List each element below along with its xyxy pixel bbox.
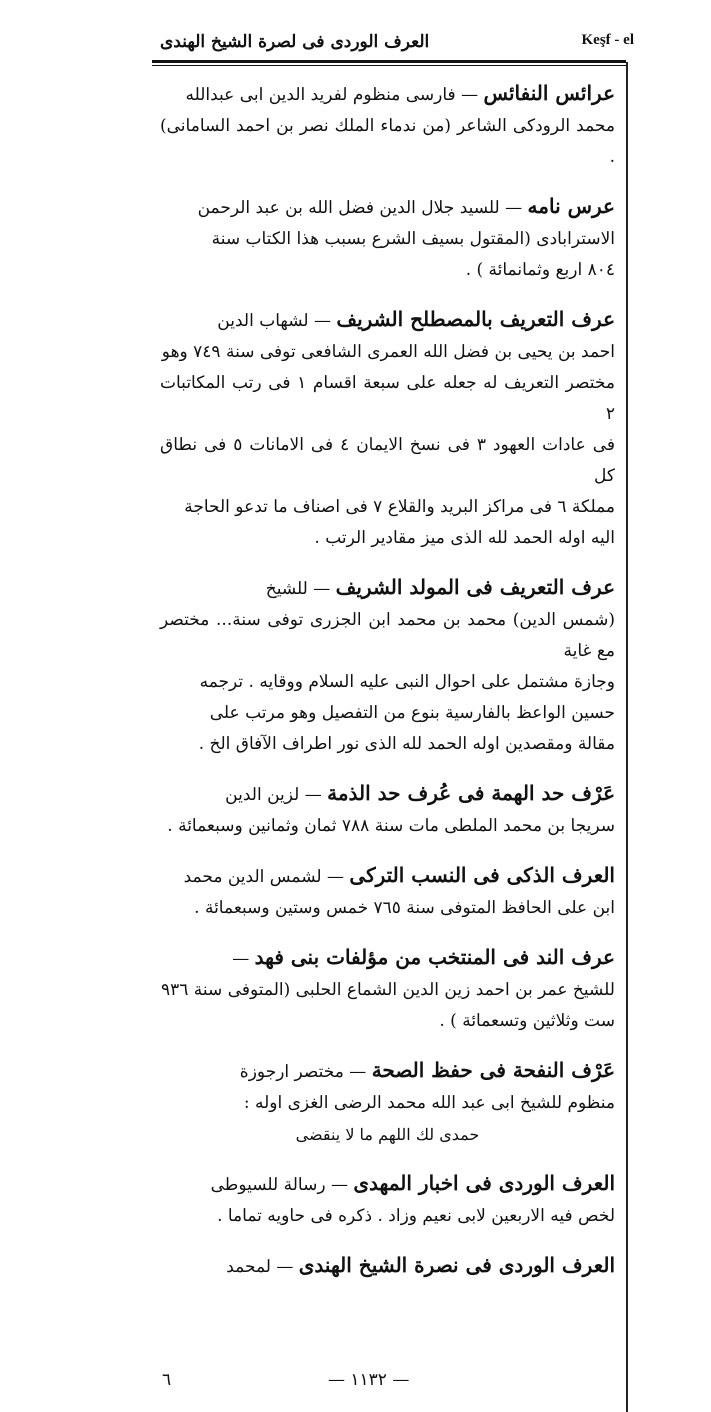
entry-text: مقالة ومقصدين اوله الحمد لله الذى نور اطراف الآفاق الخ .: [198, 734, 615, 754]
sheet-number: ٦: [162, 1370, 172, 1390]
entry-text: سريجا بن محمد الملطى مات سنة ٧٨٨ ثمان وثمانين وسبعمائة .: [167, 816, 615, 836]
entry: [160, 572, 615, 760]
entry-text: وجازة مشتمل على احوال النبى عليه السلام ووقايه . ترجمه: [199, 672, 615, 692]
entry-text: — للشيخ: [265, 579, 331, 599]
entry: [160, 778, 615, 842]
entry-text: — مختصر ارجوزة: [239, 1062, 367, 1082]
entry-text: ٨٠٤ اربع وثمانمائة ) .: [465, 260, 615, 280]
entry: [160, 191, 615, 286]
entry-text: منظوم للشيخ ابى عبد الله محمد الرضى الغزى اوله :: [243, 1093, 615, 1113]
entry-text: — لشهاب الدين: [217, 311, 331, 331]
entry-title: العرف الوردى فى نصرة الشيخ الهندى: [298, 1253, 615, 1277]
entry-title: العرف الذكى فى النسب التركى: [349, 863, 615, 887]
entry-text: — لشمس الدين محمد: [183, 867, 345, 887]
entry-verse: حمدى لك اللهم ما لا ينقضى: [295, 1125, 480, 1144]
entry-text: —: [232, 949, 250, 969]
entry-title: عرس نامه: [527, 194, 615, 218]
entry: [160, 942, 615, 1037]
entry-title: عَرْف حد الهمة فى عُرف حد الذمة: [327, 781, 615, 805]
entry-text: — للسيد جلال الدين فضل الله بن عبد الرحمن: [197, 198, 523, 218]
entry-text: لخص فيه الاربعين لابى نعيم وزاد . ذكره فى حاويه تماما .: [217, 1206, 615, 1226]
entry-text: ست وثلاثين وتسعمائة ) .: [439, 1011, 615, 1031]
page-footer: [152, 1370, 622, 1396]
entry-title: عرائس النفائس: [483, 81, 615, 105]
entry-text: فى عادات العهود ٣ فى نسخ الايمان ٤ فى الامانات ٥ فى نطاق كل: [160, 435, 615, 486]
entry-text: — فارسى منظوم لفريد الدين ابى عبدالله: [185, 85, 479, 105]
entry-text: اليه اوله الحمد لله الذى ميز مقادير الرتب .: [314, 528, 615, 548]
entry-title: عَرْف النفحة فى حفظ الصحة: [371, 1058, 615, 1082]
entry-text: (شمس الدين) محمد بن محمد ابن الجزرى توفى سنة... مختصر مع غاية: [160, 610, 615, 661]
entry-title: عرف الند فى المنتخب من مؤلفات بنى فهد: [254, 945, 615, 969]
entry-text: — رسالة للسيوطى: [210, 1175, 348, 1195]
entry-text: — لزين الدين: [225, 785, 322, 805]
entry: [160, 1168, 615, 1232]
column-rule: [626, 62, 628, 1412]
entry-text: محمد الرودكى الشاعر (من ندماء الملك نصر بن احمد السامانى) .: [160, 116, 615, 167]
entry-text: للشيخ عمر بن احمد زين الدين الشماع الحلبى (المتوفى سنة ٩٣٦: [161, 980, 615, 1000]
page-header: [152, 30, 634, 58]
page-number: — ١١٣٢ —: [328, 1370, 410, 1390]
entry: [160, 304, 615, 554]
running-keyword: Keşf - el: [581, 32, 634, 48]
running-title: العرف الوردى فى لصرة الشيخ الهندى: [160, 32, 430, 52]
entry-title: العرف الوردى فى اخبار المهدى: [353, 1171, 615, 1195]
entry-text: احمد بن يحيى بن فضل الله العمرى الشافعى توفى سنة ٧٤٩ وهو: [161, 342, 615, 362]
header-rule-thick: [152, 60, 626, 63]
entry: [160, 1055, 615, 1150]
entry-text: الاسترابادى (المقتول بسيف الشرع بسبب هذا الكتاب سنة: [211, 229, 615, 249]
entry-text: مملكة ٦ فى مراكز البريد والقلاع ٧ فى اصناف ما تدعو الحاجة: [184, 497, 615, 517]
entry-text: ابن على الحافظ المتوفى سنة ٧٦٥ خمس وستين وسبعمائة .: [194, 898, 615, 918]
entry-title: عرف التعريف فى المولد الشريف: [335, 575, 615, 599]
entries-column: [160, 78, 615, 1301]
entry-text: حسين الواعظ بالفارسية بنوع من التفصيل وهو مرتب على: [209, 703, 615, 723]
header-rule-thin: [152, 65, 626, 66]
entry-title: عرف التعريف بالمصطلح الشريف: [336, 307, 615, 331]
entry: [160, 860, 615, 924]
entry: [160, 78, 615, 173]
entry-text: مختصر التعريف له جعله على سبعة اقسام ١ فى رتب المكاتبات ٢: [160, 373, 615, 424]
entry-text: — لمحمد: [226, 1257, 294, 1277]
entry: [160, 1250, 615, 1283]
